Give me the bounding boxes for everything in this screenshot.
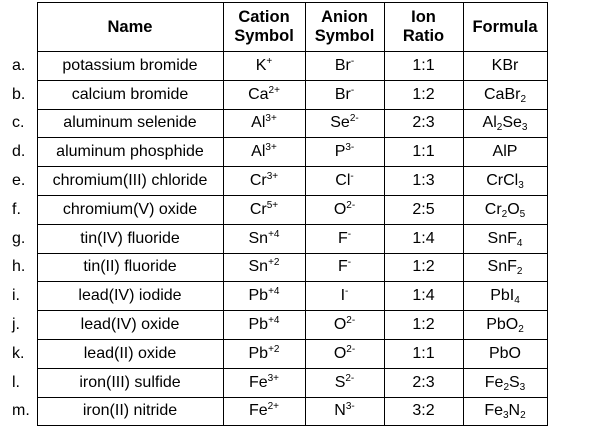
formula-part: N [508, 402, 521, 420]
compound-name: aluminum selenide [37, 109, 223, 138]
table-row [0, 80, 547, 109]
formula [463, 80, 547, 109]
row-label: c. [12, 114, 25, 132]
cation-symbol-part: 3+ [265, 113, 277, 125]
formula-part: 2 [516, 266, 523, 278]
anion-symbol [305, 167, 384, 196]
formula-part: 3 [519, 381, 526, 393]
anion-symbol-part: O [333, 344, 347, 362]
anion-symbol-part: P [334, 143, 346, 161]
cation-symbol-part: 2+ [267, 401, 280, 413]
anion-symbol-part: 2- [346, 199, 356, 211]
cation-symbol-part: 3+ [265, 142, 277, 154]
anion-symbol [305, 195, 384, 224]
cation-symbol [223, 282, 305, 311]
formula [463, 339, 547, 368]
formula-part: 2 [518, 324, 524, 336]
formula-part: PbI [490, 287, 515, 305]
cation-symbol [223, 80, 305, 109]
table-row [0, 311, 547, 340]
anion-symbol-part: - [347, 257, 352, 269]
formula [463, 224, 547, 253]
anion-symbol-part: F [337, 229, 348, 247]
anion-symbol-part: Se [330, 114, 350, 132]
anion-symbol-part: 2- [346, 315, 356, 327]
formula-part: 3 [518, 180, 524, 192]
cation-symbol-part: Sn [248, 229, 269, 247]
table-row [0, 224, 547, 253]
formula-part: KBr [491, 56, 519, 74]
cation-symbol [223, 368, 305, 397]
anion-symbol-part: O [333, 316, 347, 334]
header-ion-ratio: Ion Ratio [384, 3, 463, 52]
anion-symbol [305, 80, 384, 109]
formula [463, 253, 547, 282]
cation-symbol-part: +4 [268, 315, 280, 327]
anion-symbol-part: I [340, 287, 346, 305]
anion-symbol [305, 138, 384, 167]
row-label: m. [12, 402, 30, 420]
formula [463, 368, 547, 397]
compound-name: calcium bromide [37, 80, 223, 109]
anion-symbol-part: 2- [349, 113, 359, 125]
header-anion-symbol: Anion Symbol [305, 3, 384, 52]
cation-symbol-part: +4 [268, 286, 280, 298]
formula [463, 282, 547, 311]
anion-symbol-part: Br [334, 56, 351, 74]
cation-symbol-part: Al [251, 114, 266, 132]
cation-symbol-part: Cr [249, 200, 267, 218]
ion-ratio: 1:4 [384, 282, 463, 311]
ionic-compounds-table [0, 2, 548, 426]
cation-symbol [223, 397, 305, 426]
formula-part: 2 [496, 122, 503, 134]
cation-symbol-part: 2+ [268, 84, 280, 96]
formula [463, 311, 547, 340]
ion-ratio: 2:3 [384, 368, 463, 397]
ion-ratio: 1:1 [384, 339, 463, 368]
anion-symbol [305, 311, 384, 340]
formula-part: Al [482, 114, 497, 132]
anion-symbol-part: 2- [346, 343, 356, 355]
compound-name: aluminum phosphide [37, 138, 223, 167]
cation-symbol-part: Sn [248, 258, 269, 276]
cation-symbol-part: Cr [249, 172, 267, 190]
compound-name: tin(IV) fluoride [37, 224, 223, 253]
cation-symbol [223, 52, 305, 81]
cation-symbol-part: Pb [248, 344, 269, 362]
ion-ratio: 2:3 [384, 109, 463, 138]
ion-ratio: 3:2 [384, 397, 463, 426]
cation-symbol-part: +2 [268, 343, 280, 355]
header-cation-symbol: Cation Symbol [223, 3, 305, 52]
formula [463, 397, 547, 426]
cation-symbol-part: + [266, 55, 273, 67]
anion-symbol [305, 282, 384, 311]
table-row [0, 282, 547, 311]
table-row [0, 52, 547, 81]
formula [463, 138, 547, 167]
formula [463, 109, 547, 138]
anion-symbol-part: 2- [345, 372, 355, 384]
anion-symbol [305, 253, 384, 282]
cation-symbol [223, 195, 305, 224]
formula-part: 2 [520, 410, 526, 422]
row-label: f. [12, 200, 21, 218]
ion-ratio: 2:5 [384, 195, 463, 224]
table-row [0, 138, 547, 167]
formula-part: 2 [503, 381, 509, 393]
anion-symbol [305, 52, 384, 81]
compound-name: lead(II) oxide [37, 339, 223, 368]
formula-part: SnF [487, 258, 517, 276]
corner-blank [0, 3, 37, 52]
anion-symbol-part: Br [334, 85, 351, 103]
table-row [0, 368, 547, 397]
anion-symbol-part: - [345, 286, 349, 298]
table-row [0, 397, 547, 426]
anion-symbol-part: - [350, 55, 355, 67]
cation-symbol-part: +2 [268, 257, 280, 269]
table-row [0, 109, 547, 138]
row-label: j. [12, 316, 20, 334]
compound-name: lead(IV) oxide [37, 311, 223, 340]
header-name: Name [37, 3, 223, 52]
row-label: e. [12, 172, 26, 190]
cation-symbol-part: Fe [248, 373, 268, 391]
anion-symbol [305, 224, 384, 253]
anion-symbol-part: Cl [335, 172, 351, 190]
cation-symbol [223, 253, 305, 282]
cation-symbol [223, 138, 305, 167]
anion-symbol [305, 339, 384, 368]
formula-part: Cr [484, 200, 502, 218]
row-label: b. [12, 85, 26, 103]
cation-symbol [223, 167, 305, 196]
compound-name: iron(III) sulfide [37, 368, 223, 397]
formula-part: SnF [487, 229, 517, 247]
formula-part: CaBr [483, 85, 521, 103]
cation-symbol [223, 339, 305, 368]
ion-ratio: 1:2 [384, 311, 463, 340]
anion-symbol-part: 3- [345, 142, 355, 154]
formula [463, 52, 547, 81]
cation-symbol-part: 3+ [267, 372, 280, 384]
ion-ratio: 1:4 [384, 224, 463, 253]
cation-symbol-part: Pb [248, 316, 269, 334]
formula-part: 4 [514, 295, 520, 307]
anion-symbol-part: F [337, 258, 348, 276]
formula-part: S [509, 373, 520, 391]
formula-part: 2 [520, 93, 526, 105]
formula-part: Se [502, 114, 522, 132]
formula [463, 167, 547, 196]
cation-symbol [223, 109, 305, 138]
cation-symbol [223, 311, 305, 340]
formula [463, 195, 547, 224]
ion-ratio: 1:1 [384, 52, 463, 81]
cation-symbol-part: K [255, 56, 267, 74]
table-row [0, 195, 547, 224]
formula-part: 5 [519, 208, 526, 220]
compound-name: lead(IV) iodide [37, 282, 223, 311]
anion-symbol-part: - [350, 84, 355, 96]
formula-part: PbO [488, 344, 521, 362]
formula-part: Fe [484, 402, 503, 420]
formula-part: AlP [492, 143, 518, 161]
compound-name: chromium(V) oxide [37, 195, 223, 224]
header-formula: Formula [463, 3, 547, 52]
cation-symbol-part: +4 [268, 228, 280, 240]
ion-ratio: 1:3 [384, 167, 463, 196]
row-label: a. [12, 56, 26, 74]
cation-symbol-part: Al [251, 143, 266, 161]
row-label: d. [12, 143, 26, 161]
formula-part: 4 [516, 237, 523, 249]
table-row [0, 167, 547, 196]
compound-name: iron(II) nitride [37, 397, 223, 426]
compound-name: tin(II) fluoride [37, 253, 223, 282]
formula-part: Fe [484, 373, 504, 391]
ion-ratio: 1:2 [384, 253, 463, 282]
row-label: l. [12, 373, 20, 391]
anion-symbol-part: O [333, 200, 347, 218]
cation-symbol-part: 3+ [266, 171, 279, 183]
ion-ratio: 1:2 [384, 80, 463, 109]
anion-symbol [305, 368, 384, 397]
formula-part: CrCl [486, 172, 519, 190]
anion-symbol [305, 109, 384, 138]
anion-symbol-part: S [334, 373, 346, 391]
anion-symbol-part: - [350, 171, 354, 183]
cation-symbol-part: Fe [248, 402, 268, 420]
cation-symbol-part: 5+ [266, 199, 279, 211]
compound-name: chromium(III) chloride [37, 167, 223, 196]
formula-part: 3 [502, 410, 509, 422]
cation-symbol [223, 224, 305, 253]
formula-part: O [507, 200, 520, 218]
formula-part: PbO [486, 316, 519, 334]
row-label: g. [12, 229, 26, 247]
table-row [0, 253, 547, 282]
compound-name: potassium bromide [37, 52, 223, 81]
row-label: k. [12, 344, 25, 362]
cation-symbol-part: Pb [248, 287, 269, 305]
anion-symbol-part: N [334, 402, 346, 420]
anion-symbol-part: 3- [345, 401, 355, 413]
row-label: i. [12, 287, 20, 305]
anion-symbol-part: - [347, 228, 352, 240]
anion-symbol [305, 397, 384, 426]
header-row [0, 3, 547, 52]
table-row [0, 339, 547, 368]
ion-ratio: 1:1 [384, 138, 463, 167]
formula-part: 3 [521, 122, 528, 134]
formula-part: 2 [501, 208, 508, 220]
cation-symbol-part: Ca [248, 85, 269, 103]
row-label: h. [12, 258, 26, 276]
